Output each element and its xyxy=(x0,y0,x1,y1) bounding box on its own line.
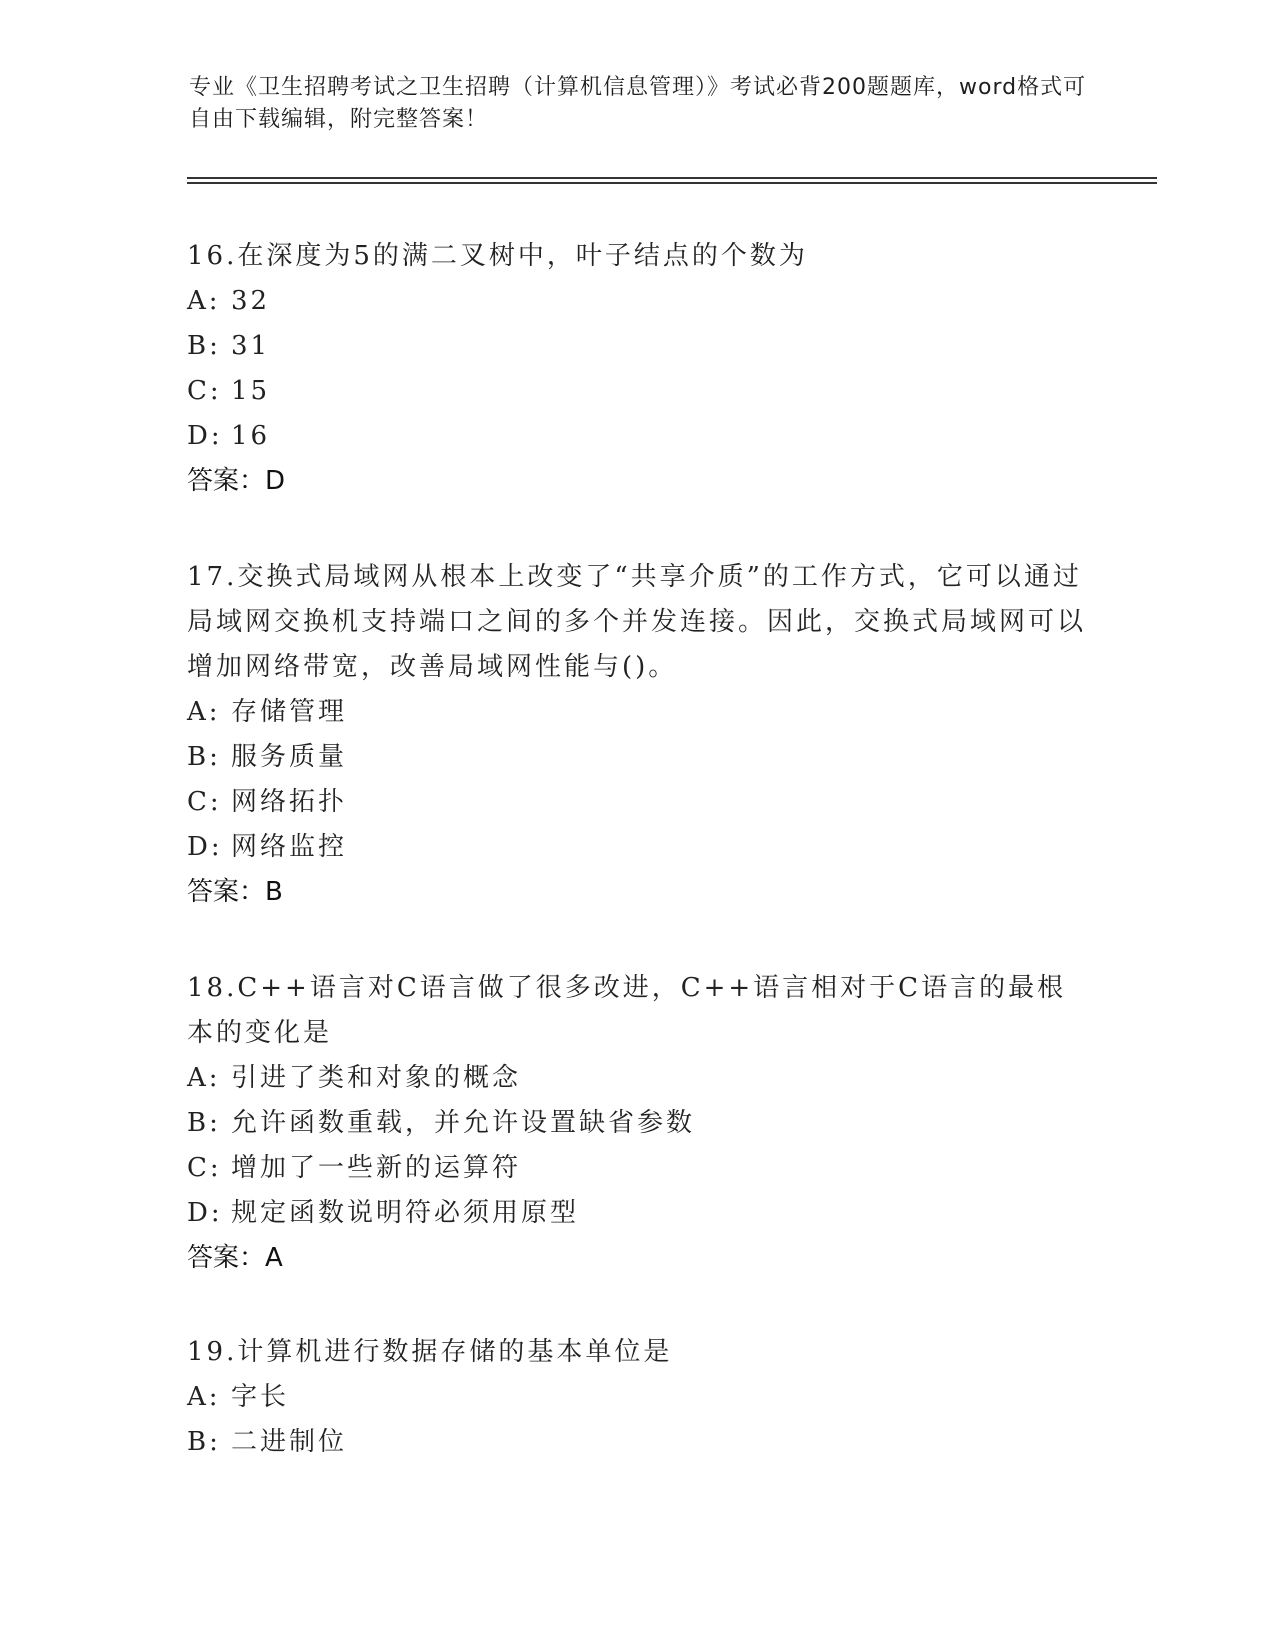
option-letter: B: xyxy=(187,331,221,361)
option-c xyxy=(187,1146,1087,1191)
option-text: 网络监控 xyxy=(231,832,348,862)
question-stem: 16.在深度为5的满二叉树中，叶子结点的个数为 xyxy=(187,241,808,271)
question-stem: 17.交换式局域网从根本上改变了“共享介质”的工作方式，它可以通过局域网交换机支持端口之间的多个并发连接。因此，交换式局域网可以增加网络带宽，改善局域网性能与()。 xyxy=(187,562,1087,682)
question-19 xyxy=(187,1330,1087,1465)
option-letter: D: xyxy=(187,421,223,451)
option-text: 15 xyxy=(231,376,271,406)
option-text: 服务质量 xyxy=(231,742,348,772)
option-letter: C: xyxy=(187,787,222,817)
option-text: 引进了类和对象的概念 xyxy=(231,1063,522,1093)
document-header xyxy=(189,72,1089,136)
answer: 答案：B xyxy=(187,877,283,907)
option-letter: A: xyxy=(187,1063,221,1093)
question-16 xyxy=(187,234,1087,504)
question-stem: 18.C++语言对C语言做了很多改进，C++语言相对于C语言的最根本的变化是 xyxy=(187,973,1067,1048)
option-a xyxy=(187,1375,1087,1420)
option-text: 16 xyxy=(231,421,271,451)
option-text: 规定函数说明符必须用原型 xyxy=(231,1198,580,1228)
option-text: 二进制位 xyxy=(231,1427,348,1457)
option-d xyxy=(187,825,1087,870)
question-stem: 19.计算机进行数据存储的基本单位是 xyxy=(187,1337,673,1367)
option-letter: A: xyxy=(187,697,221,727)
option-d xyxy=(187,414,1087,459)
option-letter: C: xyxy=(187,1153,222,1183)
option-b xyxy=(187,324,1087,369)
option-a xyxy=(187,279,1087,324)
option-b xyxy=(187,735,1087,780)
option-text: 网络拓扑 xyxy=(231,787,348,817)
option-a xyxy=(187,1056,1087,1101)
option-text: 允许函数重载，并允许设置缺省参数 xyxy=(231,1108,696,1138)
option-letter: A: xyxy=(187,286,221,316)
option-letter: A: xyxy=(187,1382,221,1412)
option-text: 32 xyxy=(231,286,271,316)
option-letter: D: xyxy=(187,832,223,862)
option-letter: B: xyxy=(187,1427,221,1457)
option-text: 存储管理 xyxy=(231,697,348,727)
question-18 xyxy=(187,966,1087,1281)
header-text: 专业《卫生招聘考试之卫生招聘（计算机信息管理）》考试必背200题题库，word格式可自由下载编辑，附完整答案！ xyxy=(189,75,1087,132)
option-b xyxy=(187,1101,1087,1146)
option-letter: B: xyxy=(187,742,221,772)
option-text: 字长 xyxy=(231,1382,290,1412)
option-c xyxy=(187,369,1087,414)
header-divider-bottom xyxy=(187,182,1157,184)
header-divider-top xyxy=(187,177,1157,179)
option-b xyxy=(187,1420,1087,1465)
option-text: 31 xyxy=(231,331,271,361)
option-text: 增加了一些新的运算符 xyxy=(231,1153,522,1183)
option-letter: B: xyxy=(187,1108,221,1138)
option-letter: C: xyxy=(187,376,222,406)
answer: 答案：D xyxy=(187,466,286,496)
option-c xyxy=(187,780,1087,825)
option-letter: D: xyxy=(187,1198,223,1228)
answer: 答案：A xyxy=(187,1243,283,1273)
option-d xyxy=(187,1191,1087,1236)
option-a xyxy=(187,690,1087,735)
question-17 xyxy=(187,555,1087,915)
